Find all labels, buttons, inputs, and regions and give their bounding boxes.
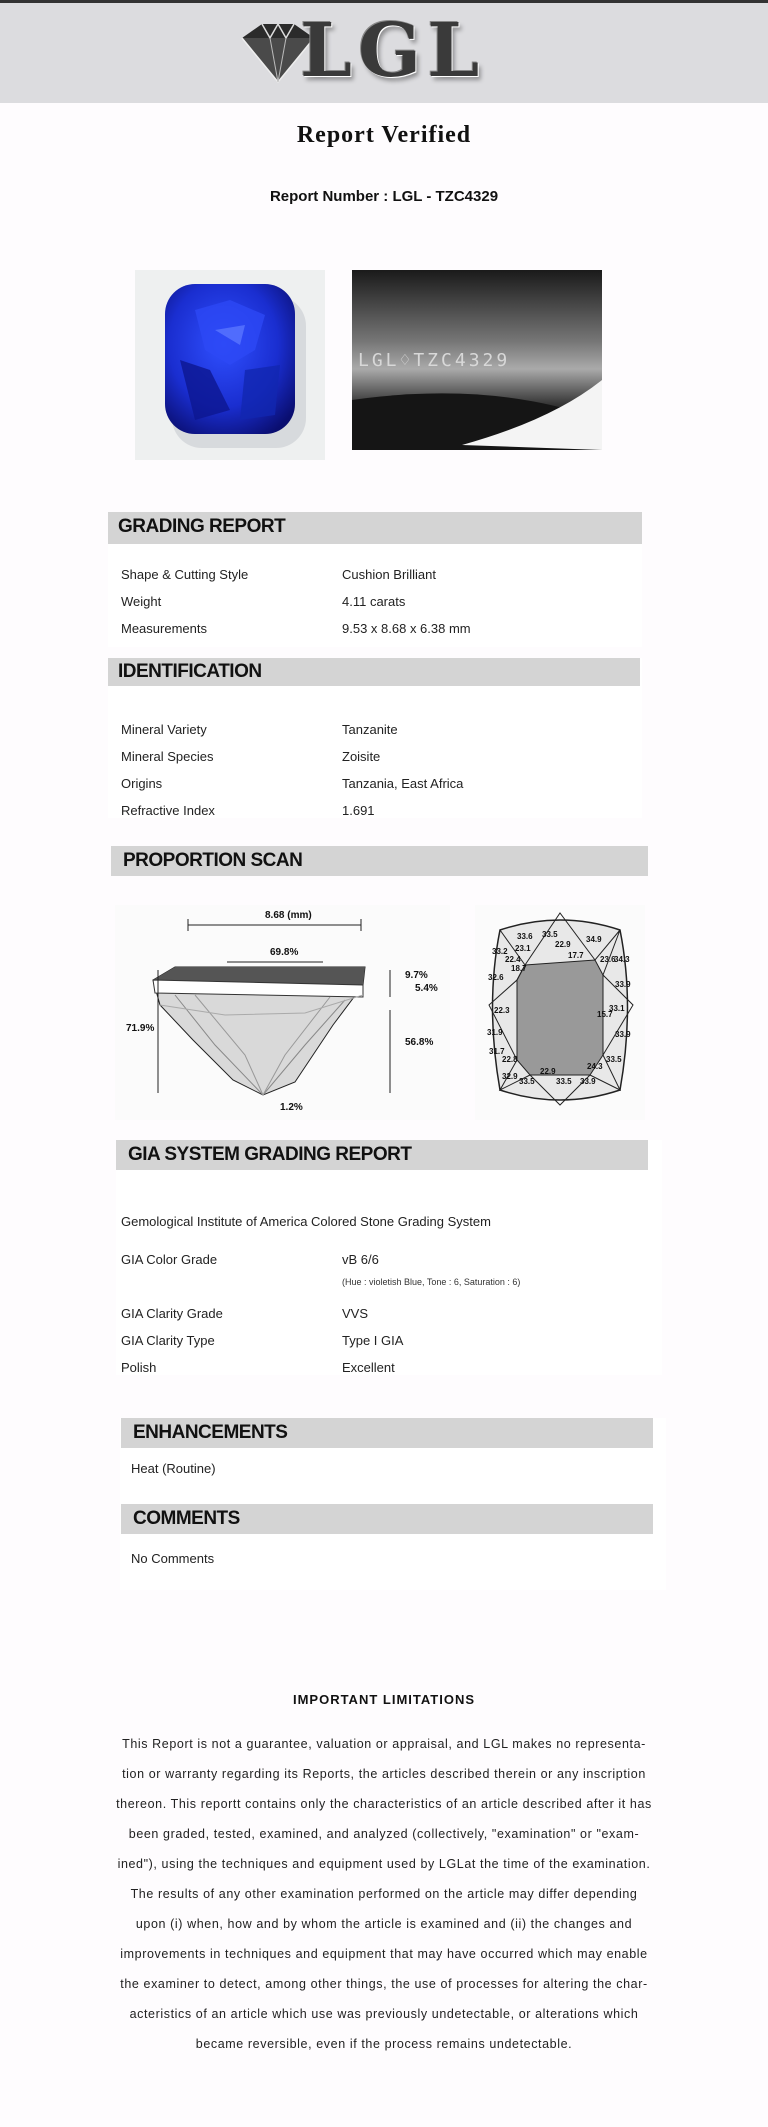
inscription-text: LGL♢TZC4329 [358,350,511,371]
facet-label: 34.3 [614,955,630,964]
inscription-photo [352,270,602,450]
limitations-line: thereon. This reportt contains only the characteristics of an article described after it has [116,1797,652,1811]
pavilion-percent: 56.8% [405,1037,434,1048]
gia-clarity-type-value: Type I GIA [342,1333,404,1348]
facet-label: 33.5 [606,1055,622,1064]
gia-color-grade-label: GIA Color Grade [121,1252,218,1267]
grading-report-heading: GRADING REPORT [108,512,642,544]
measurements-value: 9.53 x 8.68 x 6.38 mm [342,621,471,636]
facet-label: 22.3 [494,1006,510,1015]
depth-percent: 71.9% [126,1023,155,1034]
limitations-line: been graded, tested, examined, and analyzed (collectively, "examination" or "exam- [128,1827,640,1841]
facet-label: 33.9 [580,1077,596,1086]
comments-text: No Comments [131,1551,215,1566]
limitations-line: tion or warranty regarding its Reports, the articles described therein or any inscription [122,1767,646,1781]
polish-value: Excellent [342,1360,395,1375]
gia-heading: GIA SYSTEM GRADING REPORT [116,1140,648,1170]
refractive-index-label: Refractive Index [121,803,215,818]
limitations-line: acteristics of an article which use was previously undetectable, or alterations which [129,2007,639,2021]
gia-system-text: Gemological Institute of America Colored Stone Grading System [121,1214,491,1229]
facet-label: 31.7 [489,1047,505,1056]
mineral-variety-value: Tanzanite [342,722,398,737]
shape-label: Shape & Cutting Style [121,567,249,582]
limitations-line: the examiner to detect, among other things, the use of processes for altering the char- [120,1977,648,1991]
facet-label: 33.6 [517,932,533,941]
limitations-line: improvements in techniques and equipment that may have occurred which may enable [120,1947,648,1961]
gia-clarity-type-label: GIA Clarity Type [121,1333,215,1348]
origins-value: Tanzania, East Africa [342,776,464,791]
width-value: 8.68 (mm) [265,910,312,921]
facet-label: 33.5 [542,930,558,939]
facet-label: 32.9 [502,1072,518,1081]
limitations-line: This Report is not a guarantee, valuation or appraisal, and LGL makes no representa- [122,1737,646,1751]
table-percent: 69.8% [270,947,299,958]
facet-label: 23.1 [515,944,531,953]
logo-text: LGL [300,8,486,94]
limitations-line: ined"), using the techniques and equipment used by LGLat the time of the examination. [117,1857,651,1871]
refractive-index-value: 1.691 [342,803,375,818]
facet-label: 34.9 [586,935,602,944]
mineral-variety-label: Mineral Variety [121,722,207,737]
facet-label: 23.6 [600,955,616,964]
facet-label: 18.7 [511,964,527,973]
facet-label: 33.1 [609,1004,625,1013]
facet-label: 22.8 [502,1055,518,1064]
facet-label: 33.5 [556,1077,572,1086]
gia-clarity-grade-label: GIA Clarity Grade [121,1306,223,1321]
facet-label: 33.5 [519,1077,535,1086]
mineral-species-label: Mineral Species [121,749,214,764]
limitations-line: became reversible, even if the process remains undetectable. [195,2037,573,2051]
origins-label: Origins [121,776,163,791]
facet-label: 17.7 [568,951,584,960]
proportion-scan-heading: PROPORTION SCAN [111,846,648,876]
facet-label: 15.7 [597,1010,613,1019]
crown-height-percent: 9.7% [405,970,428,981]
facet-label: 22.9 [540,1067,556,1076]
facet-label: 33.9 [615,1030,631,1039]
shape-value: Cushion Brilliant [342,567,436,582]
facet-label: 31.9 [487,1028,503,1037]
crown-angle-percent: 5.4% [415,983,438,994]
limitations-line: upon (i) when, how and by whom the article is examined and (ii) the changes and [135,1917,633,1931]
limitations-line: The results of any other examination performed on the article may differ depending [130,1887,638,1901]
facet-label: 33.2 [492,947,508,956]
mineral-species-value: Zoisite [342,749,381,764]
culet-percent: 1.2% [280,1102,303,1113]
gia-color-grade-value: vB 6/6 [342,1252,379,1267]
facet-label: 33.9 [615,980,631,989]
limitations-heading: IMPORTANT LIMITATIONS [292,1692,476,1707]
identification-heading: IDENTIFICATION [108,658,640,686]
report-number: Report Number : LGL - TZC4329 [269,188,499,205]
color-grade-note: (Hue : violetish Blue, Tone : 6, Saturation : 6) [342,1277,521,1287]
facet-label: 24.3 [587,1062,603,1071]
weight-value: 4.11 carats [342,594,406,609]
facet-label: 22.9 [555,940,571,949]
comments-heading: COMMENTS [121,1504,653,1534]
gia-clarity-grade-value: VVS [342,1306,369,1321]
page-title: Report Verified [296,122,472,148]
enhancements-text: Heat (Routine) [131,1461,216,1476]
facet-label: 32.6 [488,973,504,982]
polish-label: Polish [121,1360,157,1375]
facet-label: 22.4 [505,955,521,964]
measurements-label: Measurements [121,621,207,636]
gemstone-photo [135,270,325,460]
enhancements-heading: ENHANCEMENTS [121,1418,653,1448]
weight-label: Weight [121,594,162,609]
profile-diagram [115,905,450,1120]
